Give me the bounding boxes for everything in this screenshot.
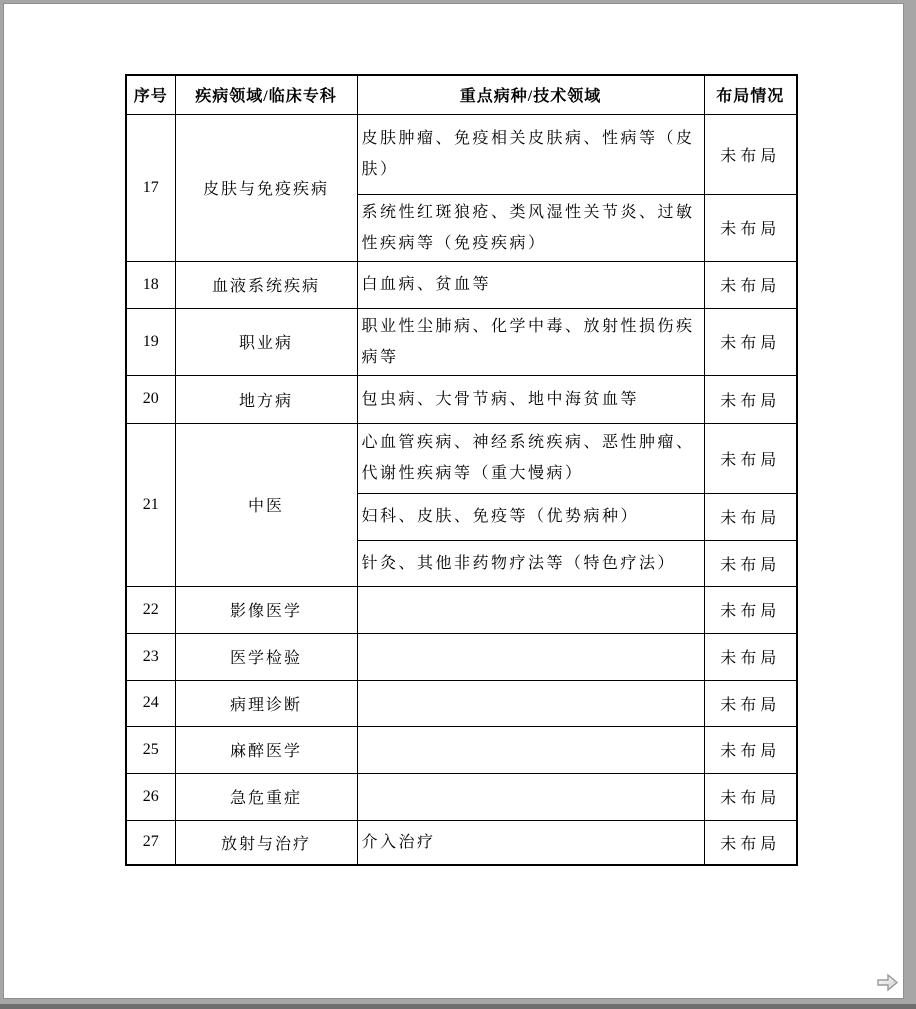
cell-disease: 职业性尘肺病、化学中毒、放射性损伤疾病等 bbox=[357, 308, 704, 375]
table-row bbox=[126, 773, 797, 820]
document-page bbox=[3, 3, 904, 999]
col-header-disease: 重点病种/技术领域 bbox=[357, 75, 704, 114]
cell-disease: 皮肤肿瘤、免疫相关皮肤病、性病等（皮肤） bbox=[357, 114, 704, 194]
cell-specialty: 放射与治疗 bbox=[175, 820, 357, 865]
cell-no: 26 bbox=[126, 773, 175, 820]
cell-disease: 针灸、其他非药物疗法等（特色疗法） bbox=[357, 540, 704, 586]
cell-specialty: 病理诊断 bbox=[175, 680, 357, 726]
cell-status: 未布局 bbox=[704, 726, 797, 773]
cell-no: 23 bbox=[126, 633, 175, 680]
cell-status: 未布局 bbox=[704, 633, 797, 680]
cell-specialty: 麻醉医学 bbox=[175, 726, 357, 773]
cell-no: 25 bbox=[126, 726, 175, 773]
cell-disease: 心血管疾病、神经系统疾病、恶性肿瘤、代谢性疾病等（重大慢病） bbox=[357, 423, 704, 493]
cell-status: 未布局 bbox=[704, 773, 797, 820]
page-forward-icon[interactable] bbox=[876, 972, 900, 994]
cell-status: 未布局 bbox=[704, 540, 797, 586]
cell-no: 21 bbox=[126, 423, 175, 586]
cell-no: 18 bbox=[126, 261, 175, 308]
cell-status: 未布局 bbox=[704, 375, 797, 423]
cell-status: 未布局 bbox=[704, 194, 797, 261]
cell-specialty: 地方病 bbox=[175, 375, 357, 423]
table-row bbox=[126, 261, 797, 308]
cell-specialty: 皮肤与免疫疾病 bbox=[175, 114, 357, 261]
cell-disease: 白血病、贫血等 bbox=[357, 261, 704, 308]
cell-status: 未布局 bbox=[704, 820, 797, 865]
table-header-row bbox=[126, 75, 797, 114]
cell-no: 19 bbox=[126, 308, 175, 375]
cell-disease bbox=[357, 680, 704, 726]
cell-status: 未布局 bbox=[704, 423, 797, 493]
cell-specialty: 影像医学 bbox=[175, 586, 357, 633]
cell-status: 未布局 bbox=[704, 586, 797, 633]
cell-specialty: 急危重症 bbox=[175, 773, 357, 820]
cell-status: 未布局 bbox=[704, 493, 797, 540]
cell-disease: 包虫病、大骨节病、地中海贫血等 bbox=[357, 375, 704, 423]
cell-status: 未布局 bbox=[704, 308, 797, 375]
col-header-status: 布局情况 bbox=[704, 75, 797, 114]
cell-specialty: 中医 bbox=[175, 423, 357, 586]
cell-no: 22 bbox=[126, 586, 175, 633]
cell-disease: 介入治疗 bbox=[357, 820, 704, 865]
cell-specialty: 医学检验 bbox=[175, 633, 357, 680]
disease-layout-table bbox=[125, 74, 798, 866]
cell-disease bbox=[357, 726, 704, 773]
cell-no: 24 bbox=[126, 680, 175, 726]
table-row bbox=[126, 726, 797, 773]
table-row bbox=[126, 820, 797, 865]
cell-disease: 系统性红斑狼疮、类风湿性关节炎、过敏性疾病等（免疫疾病） bbox=[357, 194, 704, 261]
table-row bbox=[126, 375, 797, 423]
table-row bbox=[126, 423, 797, 493]
cell-specialty: 血液系统疾病 bbox=[175, 261, 357, 308]
table-row bbox=[126, 308, 797, 375]
cell-specialty: 职业病 bbox=[175, 308, 357, 375]
col-header-specialty: 疾病领域/临床专科 bbox=[175, 75, 357, 114]
cell-disease bbox=[357, 773, 704, 820]
cell-status: 未布局 bbox=[704, 261, 797, 308]
cell-disease bbox=[357, 586, 704, 633]
cell-status: 未布局 bbox=[704, 680, 797, 726]
cell-disease bbox=[357, 633, 704, 680]
table-row bbox=[126, 633, 797, 680]
table-row bbox=[126, 680, 797, 726]
cell-status: 未布局 bbox=[704, 114, 797, 194]
cell-no: 17 bbox=[126, 114, 175, 261]
table-row bbox=[126, 586, 797, 633]
window-bottom-edge bbox=[0, 1004, 916, 1009]
col-header-no: 序号 bbox=[126, 75, 175, 114]
cell-no: 20 bbox=[126, 375, 175, 423]
cell-disease: 妇科、皮肤、免疫等（优势病种） bbox=[357, 493, 704, 540]
table-row bbox=[126, 114, 797, 194]
cell-no: 27 bbox=[126, 820, 175, 865]
